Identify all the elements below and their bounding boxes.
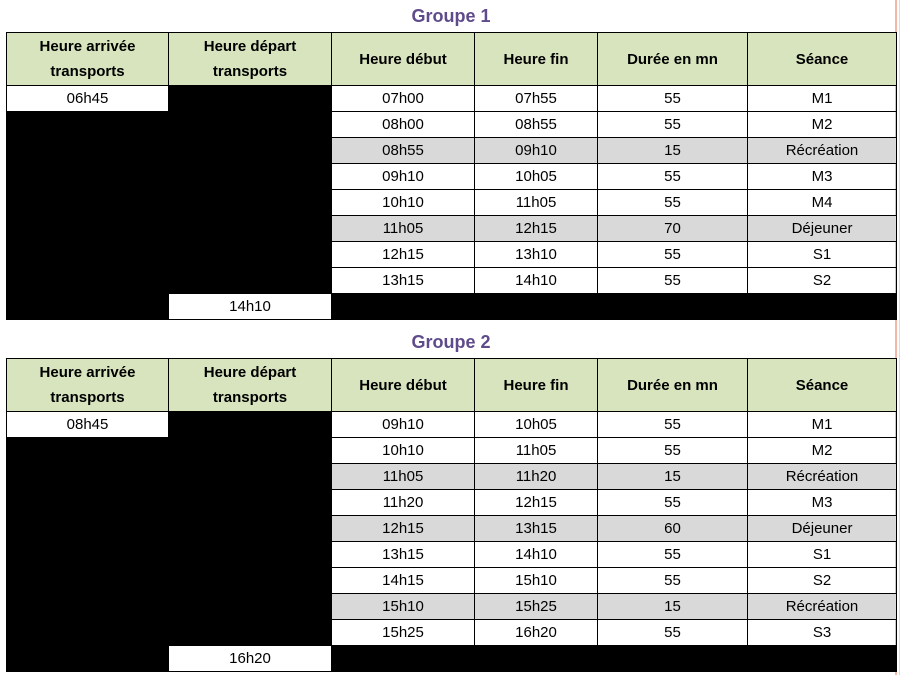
header-end: Heure fin xyxy=(475,359,598,412)
header-session: Séance xyxy=(748,359,897,412)
session: Déjeuner xyxy=(748,516,897,542)
start-time: 15h25 xyxy=(332,620,475,646)
end-time: 13h10 xyxy=(475,242,598,268)
departure-row xyxy=(7,646,897,672)
end-time: 16h20 xyxy=(475,620,598,646)
duration: 55 xyxy=(598,268,748,294)
end-time: 10h05 xyxy=(475,412,598,438)
header-duration: Durée en mn xyxy=(598,359,748,412)
end-time: 14h10 xyxy=(475,268,598,294)
end-time: 09h10 xyxy=(475,138,598,164)
duration: 55 xyxy=(598,86,748,112)
start-time: 11h05 xyxy=(332,216,475,242)
duration: 15 xyxy=(598,464,748,490)
end-time: 15h25 xyxy=(475,594,598,620)
end-time: 13h15 xyxy=(475,516,598,542)
header-row xyxy=(7,33,897,86)
start-time: 13h15 xyxy=(332,268,475,294)
start-time: 12h15 xyxy=(332,516,475,542)
end-time: 12h15 xyxy=(475,216,598,242)
duration: 55 xyxy=(598,412,748,438)
header-arrival: Heure arrivée transports xyxy=(7,33,169,86)
session: S1 xyxy=(748,242,897,268)
departure-row xyxy=(7,294,897,320)
start-time: 10h10 xyxy=(332,190,475,216)
duration: 55 xyxy=(598,542,748,568)
arrival-blank xyxy=(7,646,169,672)
start-time: 07h00 xyxy=(332,86,475,112)
start-time: 11h20 xyxy=(332,490,475,516)
departure-time: 14h10 xyxy=(169,294,332,320)
arrival-time: 08h45 xyxy=(7,412,169,438)
start-time: 11h05 xyxy=(332,464,475,490)
start-time: 13h15 xyxy=(332,542,475,568)
start-time: 09h10 xyxy=(332,412,475,438)
session: S3 xyxy=(748,620,897,646)
schedule-table xyxy=(6,358,897,672)
end-time: 12h15 xyxy=(475,490,598,516)
header-session: Séance xyxy=(748,33,897,86)
end-time: 07h55 xyxy=(475,86,598,112)
session: Récréation xyxy=(748,138,897,164)
header-start: Heure début xyxy=(332,359,475,412)
session: M1 xyxy=(748,86,897,112)
end-time: 08h55 xyxy=(475,112,598,138)
session: Récréation xyxy=(748,464,897,490)
session: Déjeuner xyxy=(748,216,897,242)
group-1-schedule xyxy=(6,0,896,320)
end-time: 11h05 xyxy=(475,438,598,464)
group-title: Groupe 1 xyxy=(411,6,491,26)
schedule-blank xyxy=(332,294,897,320)
start-time: 08h55 xyxy=(332,138,475,164)
header-row xyxy=(7,359,897,412)
duration: 55 xyxy=(598,190,748,216)
table-row xyxy=(7,438,897,464)
header-departure: Heure départ transports xyxy=(169,359,332,412)
arrival-blank xyxy=(7,112,169,294)
session: M1 xyxy=(748,412,897,438)
session: M2 xyxy=(748,112,897,138)
duration: 55 xyxy=(598,490,748,516)
start-time: 09h10 xyxy=(332,164,475,190)
duration: 55 xyxy=(598,164,748,190)
schedule-table xyxy=(6,32,897,320)
header-start: Heure début xyxy=(332,33,475,86)
table-row xyxy=(7,86,897,112)
start-time: 12h15 xyxy=(332,242,475,268)
table-row xyxy=(7,412,897,438)
departure-time: 16h20 xyxy=(169,646,332,672)
header-duration: Durée en mn xyxy=(598,33,748,86)
start-time: 08h00 xyxy=(332,112,475,138)
duration: 55 xyxy=(598,112,748,138)
duration: 60 xyxy=(598,516,748,542)
group-2-schedule xyxy=(6,326,896,672)
arrival-blank xyxy=(7,438,169,646)
header-departure: Heure départ transports xyxy=(169,33,332,86)
session: S2 xyxy=(748,568,897,594)
duration: 15 xyxy=(598,138,748,164)
departure-blank xyxy=(169,86,332,294)
start-time: 15h10 xyxy=(332,594,475,620)
start-time: 14h15 xyxy=(332,568,475,594)
table-row xyxy=(7,112,897,138)
duration: 70 xyxy=(598,216,748,242)
group-title: Groupe 2 xyxy=(411,332,491,352)
session: Récréation xyxy=(748,594,897,620)
schedule-blank xyxy=(332,646,897,672)
departure-blank xyxy=(169,412,332,646)
end-time: 15h10 xyxy=(475,568,598,594)
session: M3 xyxy=(748,490,897,516)
duration: 55 xyxy=(598,438,748,464)
session: S2 xyxy=(748,268,897,294)
session: M2 xyxy=(748,438,897,464)
duration: 55 xyxy=(598,242,748,268)
end-time: 14h10 xyxy=(475,542,598,568)
end-time: 11h05 xyxy=(475,190,598,216)
duration: 55 xyxy=(598,620,748,646)
arrival-blank xyxy=(7,294,169,320)
header-end: Heure fin xyxy=(475,33,598,86)
arrival-time: 06h45 xyxy=(7,86,169,112)
session: M3 xyxy=(748,164,897,190)
session: M4 xyxy=(748,190,897,216)
duration: 55 xyxy=(598,568,748,594)
session: S1 xyxy=(748,542,897,568)
start-time: 10h10 xyxy=(332,438,475,464)
end-time: 10h05 xyxy=(475,164,598,190)
duration: 15 xyxy=(598,594,748,620)
end-time: 11h20 xyxy=(475,464,598,490)
header-arrival: Heure arrivée transports xyxy=(7,359,169,412)
